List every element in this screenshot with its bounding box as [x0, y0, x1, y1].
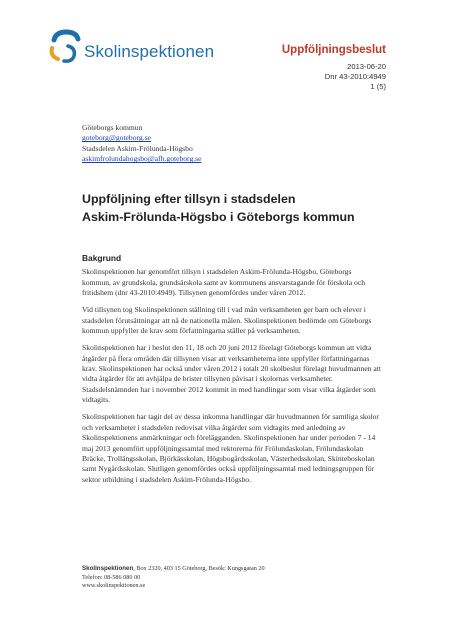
title-line-2: Askim-Frölunda-Högsbo i Göteborgs kommun	[82, 209, 355, 224]
page-number: 1 (5)	[370, 82, 386, 92]
document-type: Uppföljningsbeslut	[281, 44, 386, 56]
body-paragraph: Vid tillsynen tog Skolinspektionen ställning till i vad mån verksamheten ger barn och elever i stadsdelen förutsättningar att nå de nationella målen. Skolinspektionen bedömde om Göteborgs kommun uppfyller de krav som författningarna ställer på verksamheten.	[82, 305, 372, 336]
footer-org: Skolinspektionen	[82, 565, 134, 572]
title-line-1: Uppföljning efter tillsyn i stadsdelen	[82, 192, 296, 206]
recipient-org: Göteborgs kommun	[82, 123, 143, 132]
document-reference: Dnr 43-2010:4949	[324, 72, 386, 82]
document-body	[82, 253, 382, 492]
document-date: 2013-06-20	[347, 62, 386, 71]
body-paragraph: Skolinspektionen har tagit del av dessa inkomna handlingar där huvudmannen för samtliga skolor och verksamheter i stadsdelen redovisat vilka åtgärder som vidtagits med anledning av Skolinspektionens anmärkningar och förelägganden. Skolinspektionen har under perioden 7 - 14 maj 2013 genomfört uppföljningssamtal med rektorerna för Frölundaskolan, Frölundaskolan Bräcke, Trollängsskolan, Björkäs​skolan, Högsbogårdsskolan, Västerhedsskolan, Skintebo​skolan samt Nygårdsskolan. Slutligen genomfördes också uppföljningssamtal med ledningsgruppen för sektor utbildning i stadsdelen Askim-Frölunda-Högsbo.	[82, 412, 379, 484]
recipient-block	[82, 123, 201, 165]
section-heading: Bakgrund	[82, 253, 122, 263]
skolinspektionen-logo	[46, 26, 215, 66]
document-meta	[325, 62, 386, 93]
page-footer	[82, 565, 265, 591]
footer-phone: Telefon: 08-586 080 00	[82, 573, 141, 581]
logo-swirl-icon	[46, 26, 86, 66]
footer-address: , Box 2320, 403 15 Göteborg, Besök: Kungsgatan 20	[133, 565, 265, 572]
logo-text: Skolinspektionen	[84, 42, 215, 61]
recipient-email-link[interactable]: goteborg@goteborg.se	[82, 133, 151, 143]
document-title	[82, 191, 392, 226]
footer-website[interactable]: www.skolinspektionen.se	[82, 582, 146, 590]
recipient-district: Stadsdelen Askim-Frölunda-Högsbo	[82, 143, 193, 153]
body-paragraph: Skolinspektionen har i beslut den 11, 18 och 20 juni 2012 förelagt Göteborgs kommun att vidta åtgärder på flera områden där tillsynen visar att verksamheterna inte uppfyller författningarnas krav. Skolinspektionen har också under våren 2012 i totalt 20 skolbeslut förelagt huvudmannen att vidta åtgärder för att avhjälpa de brister tillsynen påvisat i skolornas verksamheter. Stadsdelsnämnden har i november 2012 kommit in med handlingar som visar vilka åtgärder som vidtagits.	[82, 343, 381, 405]
footer-address-line	[82, 565, 265, 574]
body-paragraph: Skolinspektionen har genomfört tillsyn i stadsdelen Askim-Frölunda-Högsbo, Göteborgs kommun, av grundskola, grundsärskola samt av kommunens ansvarstagande för förskola och fritidshem (dnr 43-2010:4949). Tillsynen genomfördes under våren 2012.	[82, 267, 366, 298]
district-email-link[interactable]: askimfrolundahogsbo@afh.goteborg.se	[82, 154, 202, 164]
